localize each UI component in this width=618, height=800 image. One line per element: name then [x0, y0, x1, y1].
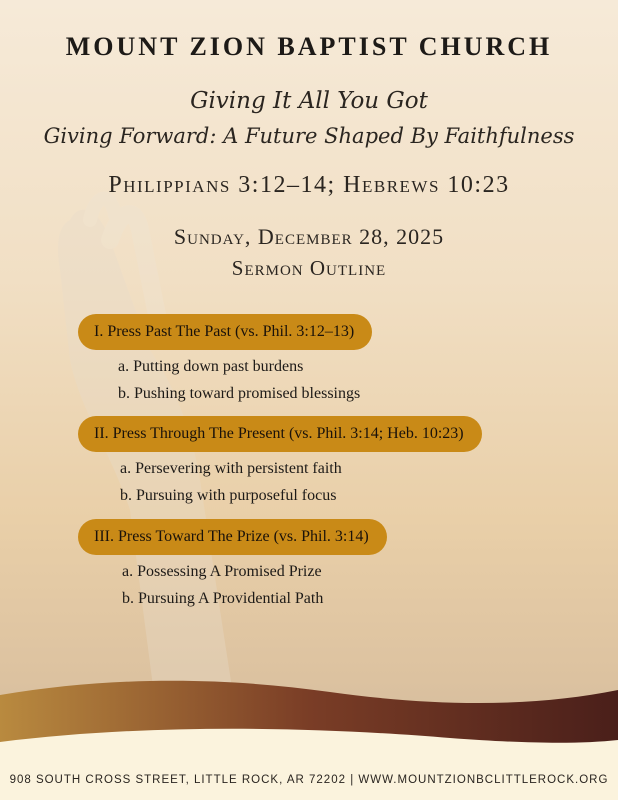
sermon-title: Giving It All You Got — [190, 88, 428, 114]
point-1-item-b: b. Pushing toward promised blessings — [118, 385, 361, 402]
sermon-date: Sunday, December 28, 2025 — [173, 224, 445, 249]
scripture-reference: Philippians 3:12–14; Hebrews 10:23 — [108, 172, 510, 198]
point-1-item-a: a. Putting down past burdens — [118, 358, 304, 375]
church-name: MOUNT ZION BAPTIST CHURCH — [65, 32, 553, 61]
section-label: Sermon Outline — [231, 256, 387, 280]
point-3-item-b: b. Pursuing A Providential Path — [122, 590, 324, 607]
sermon-subtitle: Giving Forward: A Future Shaped By Faithfulness — [43, 124, 575, 148]
point-2-item-a: a. Persevering with persistent faith — [120, 460, 342, 477]
point-1-heading: I. Press Past The Past (vs. Phil. 3:12–13) — [78, 314, 372, 350]
point-3-heading: III. Press Toward The Prize (vs. Phil. 3:14) — [78, 519, 387, 555]
point-2-heading: II. Press Through The Present (vs. Phil. 3:14; Heb. 10:23) — [78, 416, 482, 452]
decorative-wave — [0, 660, 618, 760]
point-2-item-b: b. Pursuing with purposeful focus — [120, 487, 337, 504]
footer-address: 908 SOUTH CROSS STREET, LITTLE ROCK, AR 72202 | WWW.MOUNTZIONBCLITTLEROCK.ORG — [0, 760, 618, 800]
point-3-item-a: a. Possessing A Promised Prize — [122, 563, 322, 580]
